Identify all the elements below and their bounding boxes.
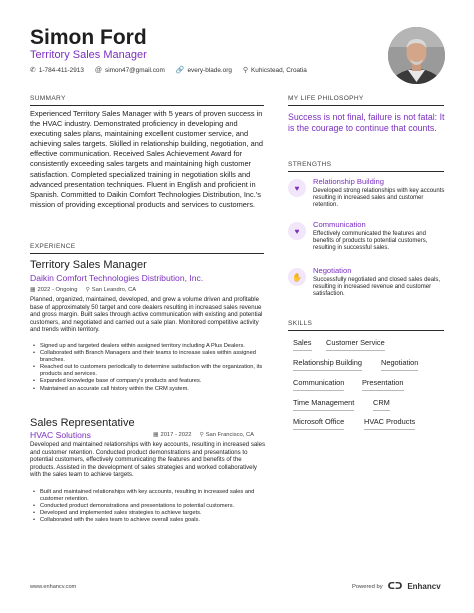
strength-title: Negotiation [313,266,352,275]
bullet-item: • Collaborated with the sales team to achieve overall sales goals. [40,517,272,524]
heart-icon: ♥ [288,222,306,240]
candidate-title: Territory Sales Manager [30,49,147,61]
skill-tag: CRM [373,398,390,411]
contact-phone: ✆ 1-784-411-2913 [30,67,84,74]
job-meta [153,431,254,439]
summary-heading: SUMMARY [30,95,66,102]
strength-title: Relationship Building [313,177,384,186]
strength-text: Effectively communicated the features and benefits of products to potential customers, resulting in successful sales. [313,231,428,252]
location-icon: ⚲ [85,287,90,293]
skill-tag: Sales [293,338,312,351]
skill-tag: Customer Service [326,338,385,351]
link-icon: 🔗 [175,67,185,74]
bullet-item: • Developed and implemented sales strategies to achieve targets. [40,510,272,517]
bullet-item: • Reached out to customers periodically to determine satisfaction with the organization, its products and services. [40,364,272,378]
job-description: Developed and maintained relationships with key accounts, resulting in increased sales and customer retention. Conducted product demonstrations and presentations to potential customers, effectively communicating the features and benefits of the products. Assisted in the development of sales strategies and worked collaboratively with the sales team to achieve targets. [30,441,266,479]
skill-tag: HVAC Products [364,417,415,430]
contact-location: ⚲ Kuhicstead, Croatia [242,67,307,74]
job-role: Territory Sales Manager [30,259,147,271]
summary-text: Experienced Territory Sales Manager with 5 years of proven success in the HVAC industry. Demonstrated proficiency in developing and executing sales plans, maintaining excellent customer service, and achieving sales targets. Skilled in relationship building, negotiation, and effective communication. Received Sales Achievement Award for consistently exceeding sales targets and maintaining high customer satisfaction. Completed specialized training in negotiation skills and advanced presentation techniques. Fluent in English and proficient in Spanish. Committed to Daikin Comfort Technologies Distribution, Inc.'s mission of providing exceptional products and services to customers. [30,109,263,209]
job-bullets [30,343,272,393]
skill-tag: Time Management [293,398,354,411]
contact-website[interactable]: 🔗 every-blade.org [175,67,232,74]
bullet-item: • Conducted product demonstrations and presentations to potential customers. [40,503,272,510]
enhancv-logo-icon: ᑕᑐ [387,581,403,591]
job-dates: 2022 - Ongoing [37,287,78,293]
skill-tag: Negotiation [381,358,418,371]
profile-photo [388,27,445,84]
philosophy-quote: Success is not final, failure is not fatal: It is the courage to continue that counts. [288,112,445,134]
philosophy-divider [288,105,444,106]
skill-tag: Microsoft Office [293,417,344,430]
job-description: Planned, organized, maintained, developed, and grew a volume driven and profitable base of approximately 50 target and core dealers resulting in increased sales revenue and gross margin. Built sales through active communication with existing and potential customers, and negotiated and carried out a sale plan. Monitored competitive activity and trends within territory. [30,296,263,334]
summary-divider [30,105,264,106]
strength-text: Successfully negotiated and closed sales deals, resulting in increased revenue and customer satisfaction. [313,277,441,298]
calendar-icon: ▦ [30,287,36,293]
job-meta [30,286,136,294]
strengths-heading: STRENGTHS [288,161,332,168]
contact-bar [30,66,307,76]
bullet-item: • Maintained an accurate call history within the CRM system. [40,386,272,393]
skill-tag: Communication [293,378,344,391]
bullet-item: • Signed up and targeted dealers within assigned territory including A Plus Dealers. [40,343,272,350]
strength-title: Communication [313,220,366,229]
skills-heading: SKILLS [288,320,313,327]
powered-by-label: Powered by [352,583,383,590]
experience-heading: EXPERIENCE [30,243,76,250]
job-role: Sales Representative [30,417,135,429]
job-location: San Leandro, CA [91,287,137,293]
candidate-name: Simon Ford [30,26,147,49]
job-bullets [30,489,272,524]
location-icon: ⚲ [242,67,249,74]
experience-divider [30,253,264,254]
skill-tag: Presentation [362,378,404,391]
footer-url[interactable]: www.enhancv.com [30,584,77,590]
brand-name: Enhancv [407,582,441,591]
heart-icon: ♥ [288,179,306,197]
at-icon: @ [94,67,102,74]
phone-icon: ✆ [30,67,36,74]
footer-brand[interactable] [352,581,441,592]
strength-text: Developed strong relationships with key accounts resulting in increased sales and customer retention. [313,188,445,209]
philosophy-heading: MY LIFE PHILOSOPHY [288,95,364,102]
handshake-icon: ✋ [288,268,306,286]
job-company: HVAC Solutions [30,430,91,440]
bullet-item: • Expanded knowledge base of company's products and features. [40,378,272,385]
skills-divider [288,330,444,331]
strengths-divider [288,171,444,172]
contact-email[interactable]: @ simon47@gmail.com [94,67,165,74]
location-icon: ⚲ [199,432,204,438]
bullet-item: • Collaborated with Branch Managers and their teams to increase sales within assigned branches. [40,350,272,364]
bullet-item: • Built and maintained relationships with key accounts, resulting in increased sales and customer retention. [40,489,272,503]
job-dates: 2017 - 2022 [160,432,192,438]
calendar-icon: ▦ [153,432,159,438]
skill-tag: Relationship Building [293,358,362,371]
job-location: San Francisco, CA [205,432,255,438]
job-company: Daikin Comfort Technologies Distribution, Inc. [30,273,204,283]
